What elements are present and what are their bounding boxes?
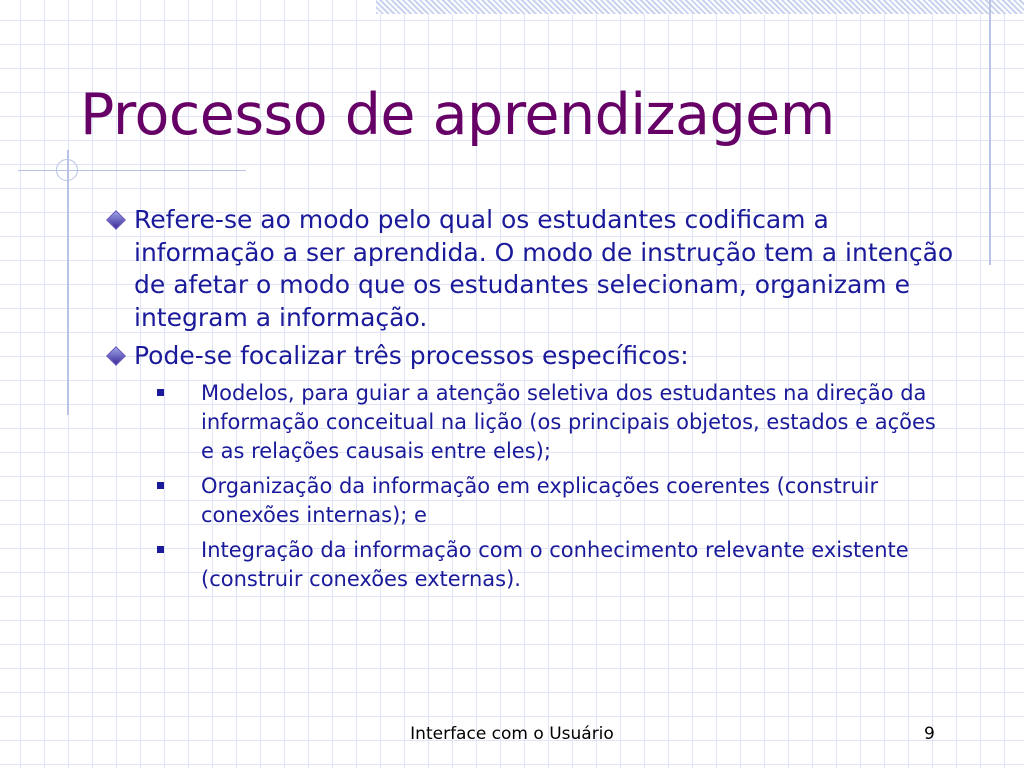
sub-bullet-item [157, 379, 975, 466]
decorative-vertical-line-left [67, 150, 69, 415]
bullet-text: Refere-se ao modo pelo qual os estudantes codificam a informação a ser aprendida. O modo de instrução tem a intenção de afetar o modo que os estudantes selecionam, organizam e integram a informação. [134, 205, 954, 332]
sub-bullet-item [157, 472, 975, 530]
square-bullet-icon [157, 389, 164, 396]
bullet-item [105, 340, 975, 373]
sub-bullet-list [157, 379, 975, 594]
sub-bullet-text: Modelos, para guiar a atenção seletiva dos estudantes na direção da informação conceitual na lição (os principais objetos, estados e ações e as relações causais entre eles); [201, 380, 936, 463]
diamond-bullet-icon [106, 210, 126, 230]
sub-bullet-text: Organização da informação em explicações coerentes (construir conexões internas); e [201, 473, 879, 527]
slide-footer: Interface com o Usuário [410, 724, 614, 744]
decorative-circle-icon [56, 159, 78, 181]
decorative-pattern-band [376, 0, 1024, 14]
square-bullet-icon [157, 482, 164, 489]
page-number: 9 [924, 724, 935, 744]
sub-bullet-item [157, 536, 975, 594]
slide-content [105, 204, 975, 600]
slide-title: Processo de aprendizagem [80, 82, 835, 148]
square-bullet-icon [157, 546, 164, 553]
diamond-bullet-icon [106, 346, 126, 366]
decorative-horizontal-line [18, 170, 246, 171]
bullet-text: Pode-se focalizar três processos específicos: [134, 341, 689, 370]
decorative-vertical-line-right [989, 0, 991, 265]
sub-bullet-text: Integração da informação com o conhecimento relevante existente (construir conexões externas). [201, 537, 909, 591]
bullet-item [105, 204, 975, 334]
